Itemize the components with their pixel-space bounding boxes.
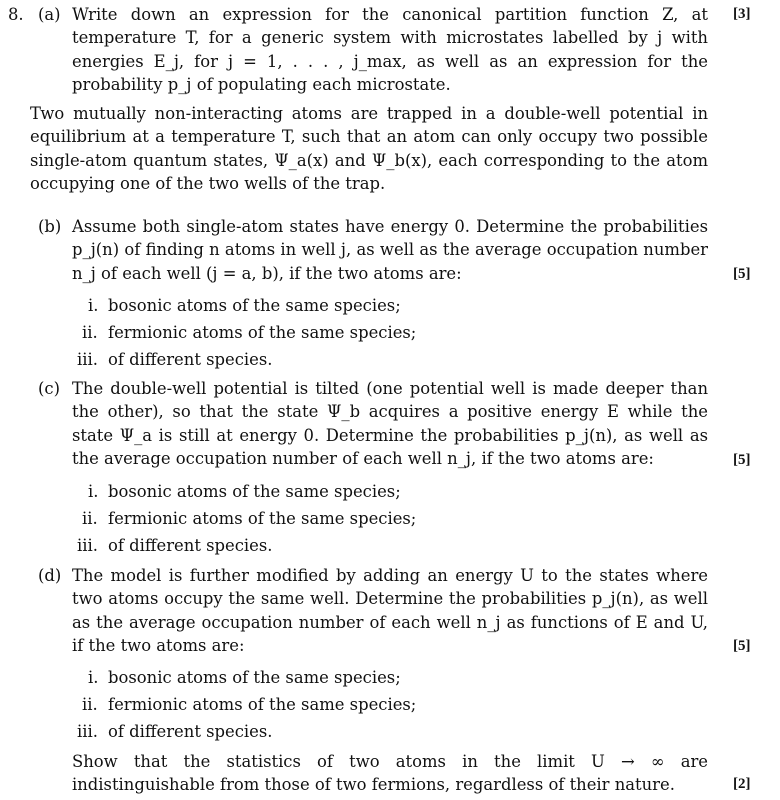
part-c-marks: [5] [733, 452, 751, 468]
part-b-item-2-text: fermionic atoms of the same species; [108, 323, 417, 342]
part-b-item-1-label: i. [88, 296, 99, 315]
part-c-item-3-text: of different species. [108, 536, 273, 555]
question-number: 8. [8, 5, 24, 24]
part-c-item-1-label: i. [88, 482, 99, 501]
part-a-marks: [3] [733, 6, 751, 22]
part-c-item-2-text: fermionic atoms of the same species; [108, 509, 417, 528]
part-c-text: The double-well potential is tilted (one potential well is made deeper than the other), so that the state Ψ_b acquires a positive energy E while the state Ψ_a is still at energy 0. Determine the probabilities p_j(n), as well as the average occupation number of each well n_j, if the two atoms are: [72, 379, 708, 469]
part-b-item-3-text: of different species. [108, 350, 273, 369]
part-c-item-3-label: iii. [77, 536, 98, 555]
part-b-label: (b) [38, 217, 62, 236]
part-d-item-2-label: ii. [82, 695, 98, 714]
part-d-closing-marks: [2] [733, 776, 751, 792]
part-d-item-2-text: fermionic atoms of the same species; [108, 695, 417, 714]
part-d-item-3-text: of different species. [108, 722, 273, 741]
part-d-item-1-label: i. [88, 668, 99, 687]
part-d-text: The model is further modified by adding an energy U to the states where two atoms occupy the same well. Determine the probabilities p_j(n), as well as the average occupation number of each well n_j as functions of E and U, if the two atoms are: [72, 566, 708, 656]
part-c-label: (c) [38, 379, 60, 398]
part-d-item-1-text: bosonic atoms of the same species; [108, 668, 401, 687]
part-b-item-3-label: iii. [77, 350, 98, 369]
part-a-label: (a) [38, 5, 61, 24]
part-b-marks: [5] [733, 266, 751, 282]
part-b-item-1-text: bosonic atoms of the same species; [108, 296, 401, 315]
part-d-label: (d) [38, 566, 62, 585]
part-d-marks: [5] [733, 638, 751, 654]
part-a-text: Write down an expression for the canonical partition function Z, at temperature T, for a generic system with microstates labelled by j with energies E_j, for j = 1, . . . , j_max, as well as an expression for the probability p_j of populating each microstate. [72, 5, 708, 95]
part-c-item-2-label: ii. [82, 509, 98, 528]
part-b-text: Assume both single-atom states have energy 0. Determine the probabilities p_j(n) of finding n atoms in well j, as well as the average occupation number n_j of each well (j = a, b), if the two atoms are: [72, 217, 708, 283]
part-d-item-3-label: iii. [77, 722, 98, 741]
part-d-closing-text: Show that the statistics of two atoms in the limit U → ∞ are indistinguishable from those of two fermions, regardless of their nature. [72, 752, 708, 795]
part-b-item-2-label: ii. [82, 323, 98, 342]
part-c-item-1-text: bosonic atoms of the same species; [108, 482, 401, 501]
intro-paragraph: Two mutually non-interacting atoms are trapped in a double-well potential in equilibrium at a temperature T, such that an atom can only occupy two possible single-atom quantum states, Ψ_a(x) and Ψ_b(x), each corresponding to the atom occupying one of the two wells of the trap. [30, 104, 708, 194]
